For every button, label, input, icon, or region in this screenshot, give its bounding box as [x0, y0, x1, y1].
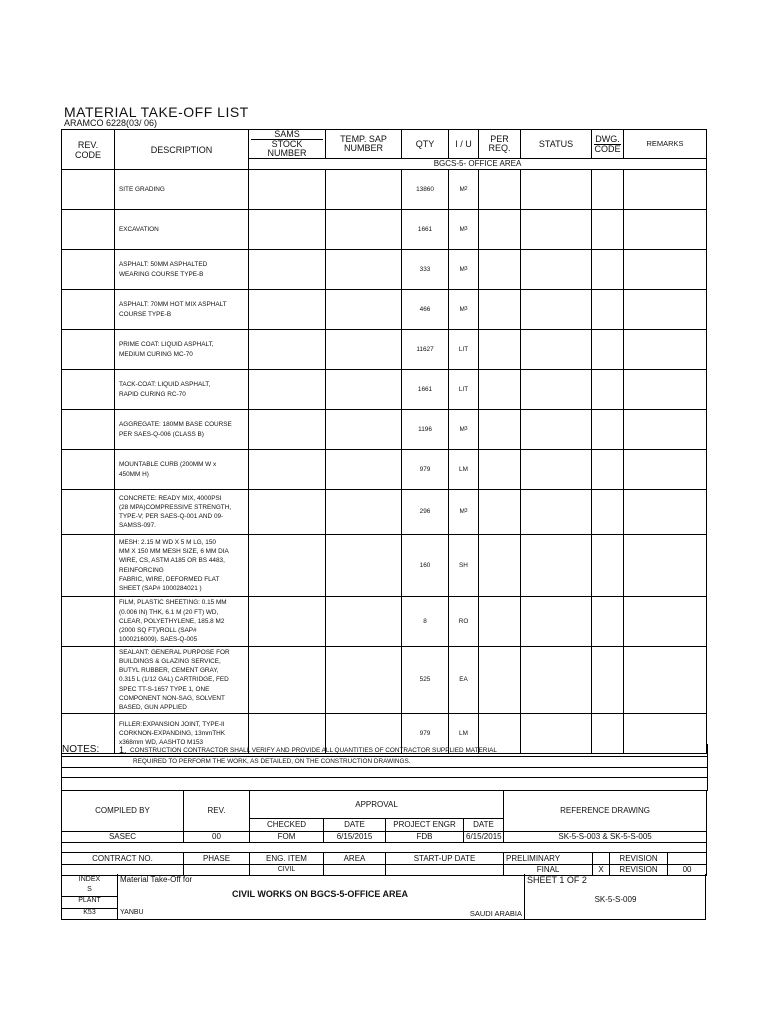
dwg-code-cell [592, 410, 624, 450]
approval-block [61, 790, 707, 876]
date-label: DATE [324, 819, 386, 832]
per-req-cell [479, 170, 521, 210]
qty-cell: 979 [402, 714, 449, 754]
unit-exponent: 3 [464, 425, 468, 432]
notes-label: NOTES: [62, 744, 100, 755]
index-plant-cell [62, 874, 118, 919]
sams-cell [249, 330, 326, 370]
description-line: SEALANT: GENERAL PURPOSE FOR [119, 648, 230, 656]
compiled-by-label: COMPILED BY [62, 791, 184, 832]
qty-cell: 11627 [402, 330, 449, 370]
status-cell [521, 330, 592, 370]
startup-date-label: START-UP DATE [386, 853, 504, 865]
description-line: SAMSS-097. [119, 522, 156, 530]
per-req-cell [479, 597, 521, 647]
unit-text: EA [459, 676, 468, 684]
description-line: 1000216009). SAES-Q-005 [119, 636, 198, 644]
sams-cell [249, 450, 326, 490]
unit-text: M [459, 185, 465, 193]
unit-cell [449, 450, 479, 490]
date2-label: DATE [464, 819, 504, 832]
item-rows [62, 170, 707, 754]
rev-code-cell [62, 370, 115, 410]
sams-cell [249, 597, 326, 647]
description-line: BUTYL RUBBER, CEMENT GRAY, [119, 667, 219, 675]
description-line: MOUNTABLE CURB (200MM W x [119, 461, 217, 469]
qty-cell: 160 [402, 535, 449, 597]
status-cell [521, 450, 592, 490]
rev-code-cell [62, 250, 115, 290]
preliminary-mark [593, 853, 610, 865]
description-line: CONCRETE: READY MIX, 4000PSI [119, 494, 222, 502]
sap-cell [326, 290, 402, 330]
drawing-number: SK-5-S-009 [594, 895, 637, 904]
description-cell [115, 170, 249, 210]
status-cell [521, 290, 592, 330]
eng-item-label: ENG. ITEM [250, 853, 324, 865]
description-line: TACK-COAT: LIQUID ASPHALT, [119, 381, 211, 389]
document-title: MATERIAL TAKE-OFF LIST [64, 104, 249, 120]
description-line: PRIME COAT: LIQUID ASPHALT, [119, 341, 214, 349]
description-line: SPEC TT-S-1657 TYPE 1, ONE [119, 685, 210, 693]
status-cell [521, 410, 592, 450]
sams-cell [249, 250, 326, 290]
per-req-cell [479, 450, 521, 490]
title-block [61, 874, 706, 920]
material-table [61, 129, 707, 754]
unit-cell [449, 535, 479, 597]
col-qty: QTY [402, 130, 449, 159]
unit-cell [449, 210, 479, 250]
unit-text: LM [459, 729, 468, 737]
date-value: 6/15/2015 [324, 832, 386, 843]
unit-cell [449, 250, 479, 290]
description-line: (28 MPA)COMPRESSIVE STRENGTH, [119, 503, 232, 511]
sap-cell [326, 450, 402, 490]
description-cell [115, 597, 249, 647]
unit-text: LIT [458, 385, 469, 393]
unit-cell [449, 170, 479, 210]
sams-cell [249, 370, 326, 410]
sams-cell [249, 535, 326, 597]
table-row [62, 490, 707, 535]
unit-cell [449, 490, 479, 535]
rev-code-cell [62, 170, 115, 210]
unit-text: M [459, 305, 465, 313]
project-engr-value: FDB [386, 832, 464, 843]
rev-code-cell [62, 490, 115, 535]
per-req-cell [479, 250, 521, 290]
contract-no-label: CONTRACT NO. [62, 853, 184, 865]
checked-value: FOM [250, 832, 324, 843]
table-row [62, 647, 707, 714]
description-cell [115, 647, 249, 714]
rev-code-cell [62, 647, 115, 714]
unit-text: LIT [458, 345, 469, 353]
col-rev-code: REV. CODE [62, 130, 115, 170]
description-line: COURSE TYPE-B [119, 310, 172, 318]
index-label: INDEX [78, 876, 101, 883]
description-line: SHEET (SAP# 1000284021 ) [119, 584, 202, 592]
final-mark: X [593, 865, 610, 876]
description-line: CLEAR, POLYETHYLENE, 185.8 M2 [119, 617, 225, 625]
col-description: DESCRIPTION [115, 130, 249, 170]
unit-cell [449, 410, 479, 450]
qty-cell: 979 [402, 450, 449, 490]
unit-exponent: 3 [464, 508, 468, 515]
rev-code-cell [62, 410, 115, 450]
description-cell [115, 330, 249, 370]
per-req-cell [479, 535, 521, 597]
unit-text: M [459, 265, 465, 273]
dwg-code-cell [592, 290, 624, 330]
unit-cell [449, 290, 479, 330]
remarks-cell [624, 170, 707, 210]
description-line: ASPHALT: 50MM ASPHALTED [119, 261, 208, 269]
col-iu: I / U [449, 130, 479, 159]
sams-cell [249, 410, 326, 450]
table-row [62, 170, 707, 210]
description-line: x368mm WD, AASHTO M153 [119, 739, 204, 747]
sap-cell [326, 170, 402, 210]
description-line: REINFORCING [119, 566, 164, 574]
dwg-code-cell [592, 597, 624, 647]
description-line: MESH: 2.15 M WD X 5 M LG, 150 [119, 538, 216, 546]
per-req-cell [479, 290, 521, 330]
sams-cell [249, 290, 326, 330]
note-line-1: CONSTRUCTION CONTRACTOR SHALL VERIFY AND PROVIDE ALL QUANTITIES OF CONTRACTOR SUPPLIED MATERIAL [130, 747, 497, 754]
sap-cell [326, 597, 402, 647]
spacer-row [62, 843, 707, 853]
checked-label: CHECKED [250, 819, 324, 832]
status-cell [521, 647, 592, 714]
description-line: ASPHALT: 70MM HOT MIX ASPHALT [119, 301, 227, 309]
unit-text: SH [459, 561, 468, 569]
qty-cell: 13860 [402, 170, 449, 210]
sams-cell [249, 170, 326, 210]
qty-cell: 1661 [402, 210, 449, 250]
unit-cell [449, 330, 479, 370]
description-cell [115, 210, 249, 250]
description-cell [115, 290, 249, 330]
rev-code-cell [62, 290, 115, 330]
table-row [62, 210, 707, 250]
remarks-cell [624, 647, 707, 714]
rev-value: 00 [184, 832, 250, 843]
description-line: TYPE-V; PER SAES-Q-001 AND 09- [119, 513, 224, 520]
description-line: EXCAVATION [119, 225, 159, 233]
status-cell [521, 490, 592, 535]
per-req-cell [479, 330, 521, 370]
sap-cell [326, 647, 402, 714]
revision-value: 00 [668, 865, 707, 876]
remarks-cell [624, 250, 707, 290]
dwg-code-cell [592, 535, 624, 597]
unit-cell [449, 647, 479, 714]
status-cell [521, 535, 592, 597]
description-line: PER SAES-Q-006 (CLASS B) [119, 430, 204, 438]
description-line: FILM, PLASTIC SHEETING: 0.15 MM [119, 599, 227, 607]
table-header-row [62, 130, 707, 159]
note-line-2: REQUIRED TO PERFORM THE WORK, AS DETAILED, ON THE CONSTRUCTION DRAWINGS. [133, 758, 411, 765]
table-row [62, 450, 707, 490]
qty-cell: 1661 [402, 370, 449, 410]
status-cell [521, 370, 592, 410]
description-cell [115, 490, 249, 535]
subject-main: CIVIL WORKS ON BGCS-5-OFFICE AREA [231, 889, 408, 899]
description-cell [115, 450, 249, 490]
remarks-cell [624, 410, 707, 450]
description-line: RAPID CURING RC-70 [119, 390, 186, 398]
status-cell [521, 210, 592, 250]
dwg-code-cell [592, 490, 624, 535]
description-line: CORKNON-EXPANDING, 13mmTHK [119, 729, 226, 737]
preliminary-label: PRELIMINARY [504, 853, 593, 865]
rev-code-cell [62, 330, 115, 370]
description-line: MEDIUM CURING MC-70 [119, 350, 193, 358]
unit-text: M [459, 508, 465, 516]
description-line: 0.315 L (1/12 GAL) CARTRIDGE, FED [119, 676, 229, 684]
remarks-cell [624, 450, 707, 490]
description-line: BUILDINGS & GLAZING SERVICE, [119, 657, 221, 665]
sap-cell [326, 410, 402, 450]
table-row [62, 290, 707, 330]
dwg-code-cell [592, 370, 624, 410]
remarks-cell [624, 370, 707, 410]
sams-cell [249, 210, 326, 250]
unit-text: LM [459, 465, 468, 473]
description-line: COMPONENT NON-SAG, SOLVENT [119, 694, 225, 702]
compiled-by-value: SASEC [62, 832, 184, 843]
sap-cell [326, 210, 402, 250]
qty-cell: 333 [402, 250, 449, 290]
remarks-cell [624, 290, 707, 330]
per-req-cell [479, 490, 521, 535]
unit-text: M [459, 225, 465, 233]
dwg-code-cell [592, 170, 624, 210]
notes-row-1 [61, 744, 708, 756]
description-line: SITE GRADING [119, 185, 165, 193]
description-cell [115, 250, 249, 290]
form-number: ARAMCO 6228(03/ 06) [64, 118, 158, 128]
remarks-cell [624, 330, 707, 370]
col-sams: SAMS STOCK NUMBER [249, 130, 326, 159]
status-cell [521, 597, 592, 647]
table-row [62, 597, 707, 647]
sams-cell [249, 490, 326, 535]
per-req-cell [479, 410, 521, 450]
reference-drawing-label: REFERENCE DRAWING [504, 791, 707, 832]
status-cell [521, 170, 592, 210]
description-line: (0.006 IN) THK, 6.1 M (20 FT) WD, [119, 608, 219, 616]
col-dwg-code: DWG. CODE [592, 130, 624, 159]
remarks-cell [624, 210, 707, 250]
unit-exponent: 3 [464, 305, 468, 312]
approval-values-row [62, 832, 707, 843]
sap-cell [326, 490, 402, 535]
rev-code-cell [62, 210, 115, 250]
unit-text: RO [458, 617, 469, 625]
unit-text: M [459, 425, 465, 433]
per-req-cell [479, 370, 521, 410]
description-line: FABRIC, WIRE, DEFORMED FLAT [119, 575, 220, 583]
sap-cell [326, 535, 402, 597]
table-row [62, 370, 707, 410]
status-cell [521, 250, 592, 290]
description-line: AGGREGATE: 180MM BASE COURSE [119, 421, 232, 429]
approval-label: APPROVAL [250, 791, 504, 819]
description-line: WEARING COURSE TYPE-B [119, 270, 204, 278]
unit-cell [449, 370, 479, 410]
sams-cell [249, 647, 326, 714]
sheet-number: SHEET 1 OF 2 [527, 875, 587, 885]
eng-item-value: CIVIL [250, 865, 324, 876]
area-label: BGCS-5- OFFICE AREA [249, 159, 707, 170]
sap-cell [326, 250, 402, 290]
col-remarks: REMARKS [624, 130, 707, 159]
remarks-cell [624, 490, 707, 535]
per-req-cell [479, 647, 521, 714]
col-per-req: PER REQ. [479, 130, 521, 159]
notes-row-4 [61, 777, 708, 791]
dwg-code-cell [592, 210, 624, 250]
qty-cell: 1196 [402, 410, 449, 450]
dwg-code-cell [592, 330, 624, 370]
rev-code-cell [62, 450, 115, 490]
dwg-code-cell [592, 250, 624, 290]
description-line: 450MM H) [119, 470, 149, 478]
qty-cell: 8 [402, 597, 449, 647]
rev-code-cell [62, 535, 115, 597]
qty-cell: 466 [402, 290, 449, 330]
description-line: WIRE, CS, ASTM A185 OR BS 4483, [119, 557, 225, 565]
unit-exponent: 3 [464, 225, 468, 232]
description-line: MM X 150 MM MESH SIZE, 6 MM DIA [119, 548, 229, 556]
dwg-code-cell [592, 450, 624, 490]
reference-drawing-value: SK-5-S-003 & SK-5-S-005 [504, 832, 707, 843]
country: SAUDI ARABIA [469, 909, 522, 918]
table-row [62, 330, 707, 370]
table-row [62, 250, 707, 290]
sap-cell [326, 330, 402, 370]
remarks-cell [624, 597, 707, 647]
subject-line: Material Take-Off for [120, 875, 193, 884]
plant-label: PLANT [62, 896, 117, 904]
unit-exponent: 2 [464, 185, 468, 192]
index-value: S [87, 886, 92, 893]
description-line: BASED, GUN APPLIED [119, 704, 187, 711]
dwg-code-cell [592, 647, 624, 714]
description-line: FILLER:EXPANSION JOINT, TYPE-II [119, 720, 225, 728]
revision2-label: REVISION [610, 865, 668, 876]
col-temp-sap: TEMP. SAP NUMBER [326, 130, 402, 159]
date2-value: 6/15/2015 [464, 832, 504, 843]
phase-label: PHASE [184, 853, 250, 865]
qty-cell: 525 [402, 647, 449, 714]
table-row [62, 410, 707, 450]
note-number: 1. [119, 745, 127, 755]
per-req-cell [479, 210, 521, 250]
table-row [62, 535, 707, 597]
description-cell [115, 535, 249, 597]
plant-value: K53 [62, 908, 117, 916]
qty-cell: 296 [402, 490, 449, 535]
area-label-footer: AREA [324, 853, 386, 865]
col-status: STATUS [521, 130, 592, 159]
unit-exponent: 3 [464, 265, 468, 272]
rev-label: REV. [184, 791, 250, 832]
rev-code-cell [62, 597, 115, 647]
unit-cell [449, 597, 479, 647]
project-engr-label: PROJECT ENGR [386, 819, 464, 832]
description-cell [115, 370, 249, 410]
sap-cell [326, 370, 402, 410]
description-cell [115, 410, 249, 450]
description-line: (2000 SQ FT)/ROLL (SAP# [119, 627, 197, 635]
remarks-cell [624, 535, 707, 597]
revision-label: REVISION [610, 853, 668, 865]
final-label: FINAL [504, 865, 593, 876]
revision-prelim-value [668, 853, 707, 865]
location: YANBU [120, 909, 144, 916]
